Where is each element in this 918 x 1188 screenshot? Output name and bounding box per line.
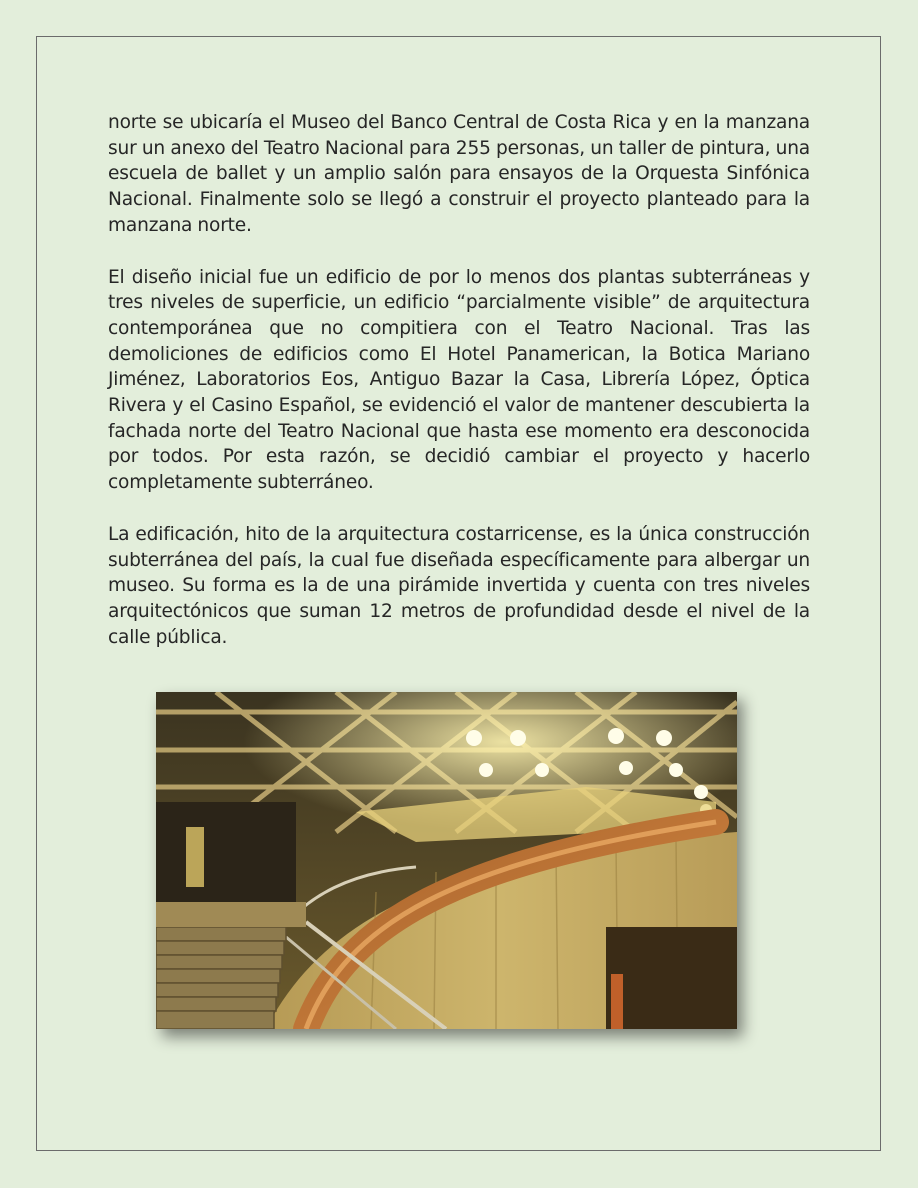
paragraph-3: La edificación, hito de la arquitectura costarricense, es la única construcción subterránea del país, la cual fue diseñada específicamente para albergar un museo. Su forma es la de una pirámide invertida y cuenta con tres niveles arquitectónicos que suman 12 metros de profundidad desde el nivel de la calle pública.	[108, 523, 810, 648]
museum-staircase-photo	[156, 692, 737, 1029]
body-text	[108, 110, 810, 676]
paragraph-1: norte se ubicaría el Museo del Banco Central de Costa Rica y en la manzana sur un anexo del Teatro Nacional para 255 personas, un taller de pintura, una escuela de ballet y un amplio salón para ensayos de la Orquesta Sinfónica Nacional. Finalmente solo se llegó a construir el proyecto planteado para la manzana norte.	[108, 112, 810, 236]
photo-illustration	[156, 692, 737, 1029]
paragraph-2: El diseño inicial fue un edificio de por lo menos dos plantas subterráneas y tres niveles de superficie, un edificio “parcialmente visible” de arquitectura contemporánea que no compitiera con el Teatro Nacional. Tras las demoliciones de edificios como El Hotel Panamerican, la Botica Mariano Jiménez, Laboratorios Eos, Antiguo Bazar la Casa, Librería López, Óptica Rivera y el Casino Español, se evidenció el valor de mantener descubierta la fachada norte del Teatro Nacional que hasta ese momento era desconocida por todos. Por esta razón, se decidió cambiar el proyecto y hacerlo completamente subterráneo.	[108, 266, 810, 494]
